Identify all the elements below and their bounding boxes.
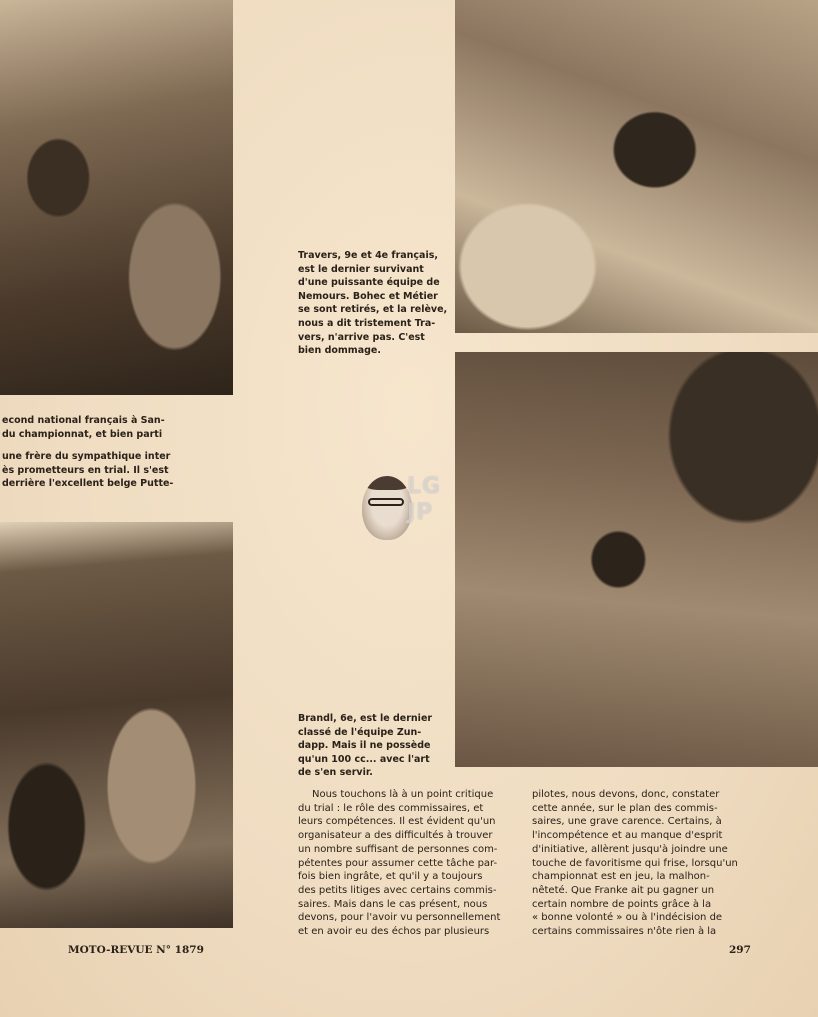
photo-rider-rocky-section: [0, 0, 233, 395]
magazine-issue-label: MOTO-REVUE N° 1879: [68, 944, 204, 956]
caption-brandl: Brandl, 6e, est le dernier classé de l'équipe Zun- dapp. Mais il ne possède qu'un 100 cc... avec l'art de s'en servir.: [298, 713, 433, 779]
photo-rider-descent: [0, 522, 233, 928]
article-column-2: pilotes, nous devons, donc, constater cette année, sur le plan des commis- saires, une grave carence. Certains, à l'incompétence et au manque d'esprit d'initiative, allèrent jusqu'à joindre une touche de favoritisme qui frise, lorsqu'un championnat est en jeu, la malhon- nêteté. Que Franke ait pu gagner un certain nombre de points grâce à la « bonne volonté » ou à l'indécision de certains commissaires n'ôte rien à la: [532, 789, 738, 938]
article-column-1: Nous touchons là à un point critique du trial : le rôle des commissaires, et leurs compétences. Il est évident qu'un organisateur a des difficultés à trouver un nombre suffisant de personnes com- pétentes pour assumer cette tâche par- fois bien ingrâte, et qu'il y a toujours des petits litiges avec certains commis- saires. Mais dans le cas présent, nous devons, pour l'avoir vu personnellement et en avoir eu des échos par plusieurs: [298, 789, 501, 938]
photo-rider-boulders: [455, 0, 818, 333]
glasses-icon: [368, 498, 404, 506]
author-portrait: [362, 476, 412, 540]
watermark-logo: LG JP: [407, 474, 442, 525]
photo-rider-slope: [455, 352, 818, 767]
caption-left-cropped: econd national français à San- du championnat, et bien parti une frère du sympathique inter ès prometteurs en trial. Il s'est derrière l'excellent belge Putte-: [2, 415, 174, 490]
page-number: 297: [729, 944, 751, 956]
caption-travers: Travers, 9e et 4e français, est le dernier survivant d'une puissante équipe de Nemours. Bohec et Métier se sont retirés, et la relève, nous a dit tristement Tra- vers, n'arrive pas. C'est bien dommage.: [298, 250, 448, 357]
